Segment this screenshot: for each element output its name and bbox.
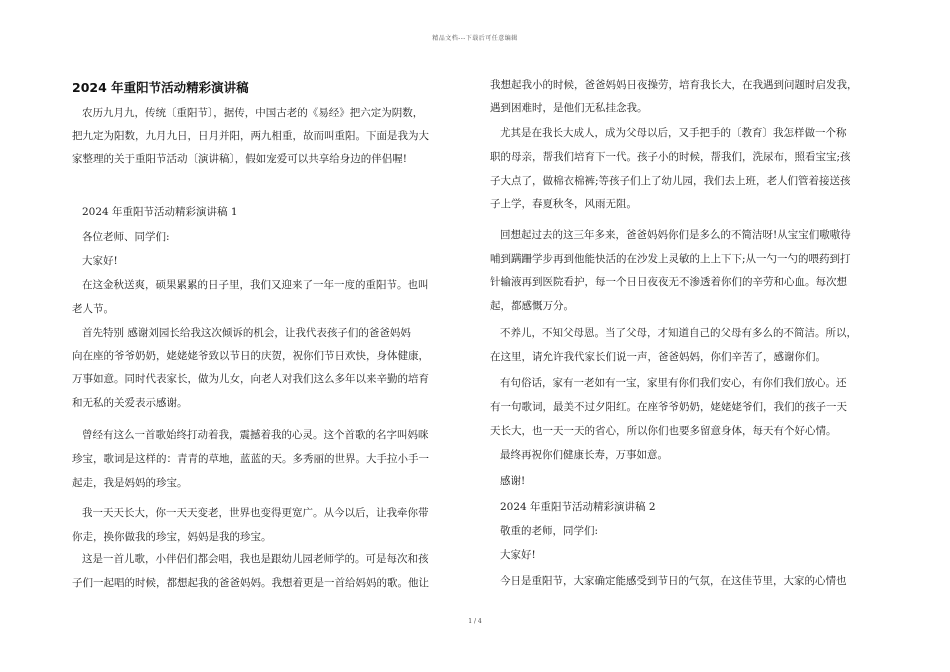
paragraph-line: 我想起我小的时候，爸爸妈妈日夜操劳，培育我长大，在我遇到问题时启发我， [490,79,858,91]
paragraph-line: 尤其是在我长大成人，成为父母以后，又手把手的〔教育〕我怎样做一个称 [500,127,847,139]
paragraph-line: 2024 年重阳节活动精彩演讲稿 2 [500,501,656,513]
paragraph-line: 各位老师、同学们: [82,231,170,243]
paragraph-line: 起走，我是妈妈的珍宝。 [72,477,188,489]
paragraph-line: 敬重的老师，同学们: [500,525,599,537]
paragraph-line: 我一天天长大，你一天天变老，世界也变得更宽广。从今以后，让我牵你带 [82,507,429,519]
paragraph-line: 子大点了，做棉衣棉裤;等孩子们上了幼儿园，我们去上班，老人们管着接送孩 [490,175,851,187]
paragraph-line: 向在座的爷爷奶奶，姥姥姥爷致以节日的庆贺，祝你们节日欢快，身体健康， [72,350,429,362]
page-header: 精品文档---下载后可任意编辑 [432,35,518,42]
paragraph-line: 曾经有这么一首歌始终打动着我，震撼着我的心灵。这个首歌的名字叫妈咪 [82,429,429,441]
paragraph-line: 最终再祝你们健康长寿，万事如意。 [500,449,668,461]
paragraph-line: 感谢! [500,475,526,487]
paragraph-line: 职的母亲，帮我们培育下一代。孩子小的时候，帮我们，洗尿布，照看宝宝;孩 [490,151,851,163]
paragraph-line: 在这金秋送爽，硕果累累的日子里，我们又迎来了一年一度的重阳节。也叫 [82,279,429,291]
paragraph-line: 针输液再到医院看护，每一个日日夜夜无不渗透着你们的辛劳和心血。每次想 [490,276,847,288]
paragraph-line: 2024 年重阳节活动精彩演讲稿 1 [82,206,238,218]
paragraph-line: 首先特别 感谢刘园长给我这次倾诉的机会，让我代表孩子们的爸爸妈妈 [82,327,411,339]
paragraph-line: 哺到蹒跚学步再到他能快活的在沙发上灵敏的上上下下;从一勺一勺的喂药到打 [490,253,851,265]
paragraph-line: 在这里，请允许我代家长们说一声，爸爸妈妈，你们辛苦了，感谢你们。 [490,351,826,363]
paragraph-line: 子们一起唱的时候，都想起我的爸爸妈妈。我想着更是一首给妈妈的歌。他让 [72,577,429,589]
paragraph-line: 把九定为阳数，九月九日，日月并阳，两九相重，故而叫重阳。下面是我为大 [72,130,429,142]
paragraph-line: 大家好! [82,255,118,267]
document-title: 2024 年重阳节活动精彩演讲稿 [72,80,249,95]
paragraph-line: 大家好! [500,549,536,561]
paragraph-line: 有句俗话，家有一老如有一宝，家里有你们我们安心，有你们我们放心。还 [500,377,847,389]
paragraph-line: 珍宝，歌词是这样的：青青的草地，蓝蓝的天。多秀丽的世界。大手拉小手一 [72,453,429,465]
paragraph-line: 老人节。 [72,303,114,315]
page-number: 1 / 4 [468,618,482,625]
paragraph-line: 今日是重阳节，大家确定能感受到节日的气氛，在这佳节里，大家的心情也 [500,575,847,587]
paragraph-line: 有一句歌词，最美不过夕阳红。在座爷爷奶奶，姥姥姥爷们，我们的孩子一天 [490,401,847,413]
paragraph-line: 农历九月九，传统〔重阳节〕，据传，中国古老的《易经》把六定为阴数， [82,107,424,119]
paragraph-line: 遇到困难时，是他们无私挂念我。 [490,102,648,114]
paragraph-line: 起，都感慨万分。 [490,300,574,312]
paragraph-line: 万事如意。同时代表家长，做为儿女，向老人对我们这么多年以来辛勤的培育 [72,373,429,385]
paragraph-line: 这是一首儿歌，小伴侣们都会唱，我也是跟幼儿园老师学的。可是每次和孩 [82,553,429,565]
paragraph-line: 天长大，也一天一天的省心，所以你们也要多留意身体，每天有个好心情。 [490,425,837,437]
paragraph-line: 不养儿，不知父母恩。当了父母，才知道自己的父母有多么的不简洁。所以， [500,327,857,339]
paragraph-line: 和无私的关爱表示感谢。 [72,397,188,409]
paragraph-line: 你走，换你做我的珍宝，妈妈是我的珍宝。 [72,531,272,543]
paragraph-line: 子上学，春夏秋冬，风雨无阻。 [490,198,637,210]
paragraph-line: 家整理的关于重阳节活动〔演讲稿〕，假如宠爱可以共享给身边的伴侣喔! [72,153,407,165]
paragraph-line: 回想起过去的这三年多来，爸爸妈妈你们是多么的不简洁呀!从宝宝们嗷嗷待 [500,229,851,241]
